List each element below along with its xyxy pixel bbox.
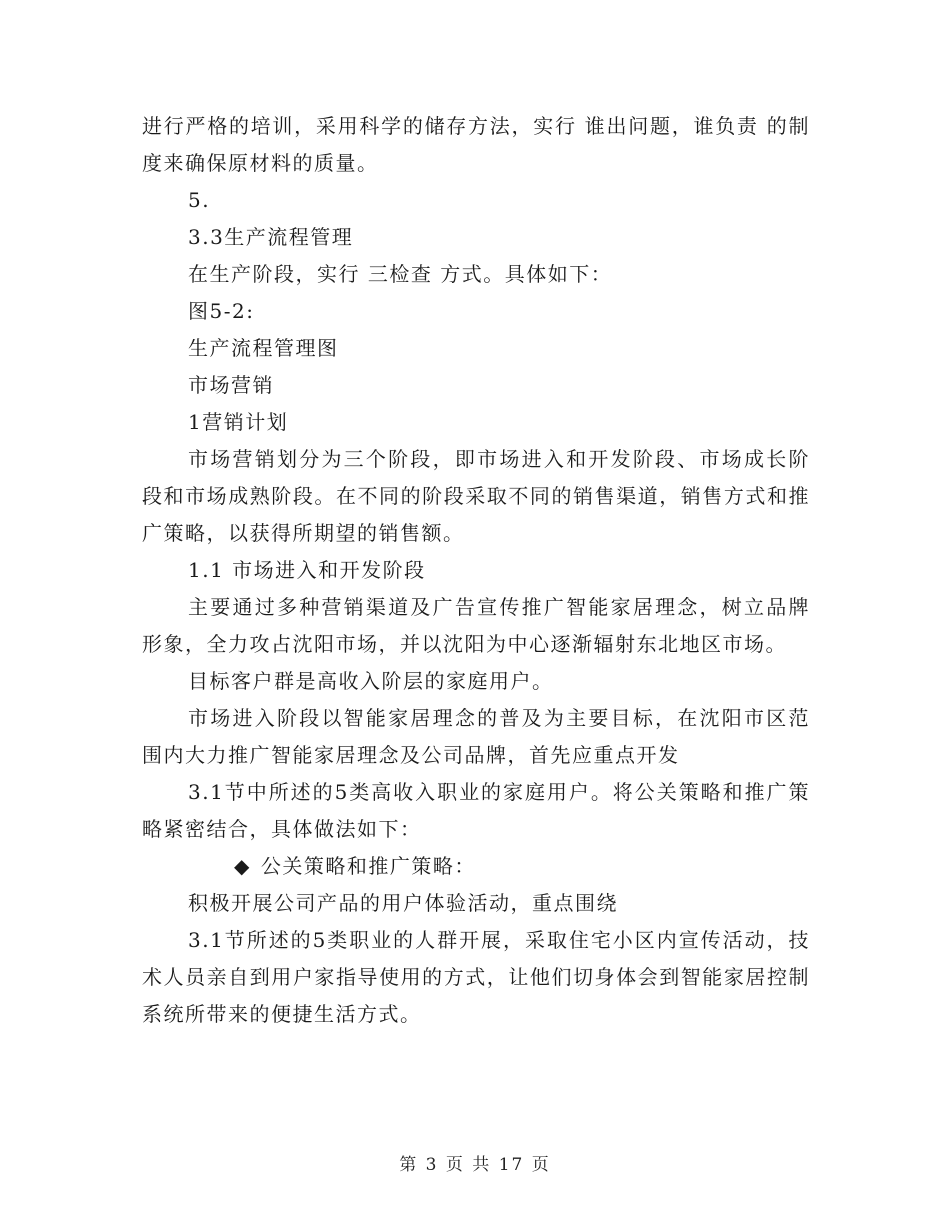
figure-label: 图5-2: xyxy=(188,299,255,323)
page-number-footer: 第 3 页 共 17 页 xyxy=(399,1155,551,1175)
heading-marketing: 市场营销 xyxy=(188,373,274,397)
paragraph-community-promotion: 3.1节所述的5类职业的人群开展，采取住宅小区内宣传活动，技术人员亲自到用户家指导使用的方式，让他们切身体会到智能家居控制系统所带来的便捷生活方式。 xyxy=(142,928,810,1026)
diamond-bullet-icon: ◆ xyxy=(234,854,251,878)
paragraph-target-customers: 目标客户群是高收入阶层的家庭用户。 xyxy=(188,669,554,693)
paragraph-marketing-stages: 市场营销划分为三个阶段，即市场进入和开发阶段、市场成长阶段和市场成熟阶段。在不同的阶段采取不同的销售渠道，销售方式和推广策略，以获得所期望的销售额。 xyxy=(142,447,810,545)
paragraph-entry-stage-goal: 市场进入阶段以智能家居理念的普及为主要目标，在沈阳市区范围内大力推广智能家居理念及公司品牌，首先应重点开发 xyxy=(142,706,810,767)
bullet-pr-strategy xyxy=(142,848,810,885)
paragraph-three-checks: 在生产阶段，实行 三检查 方式。具体如下： xyxy=(188,262,613,286)
paragraph-high-income-users: 3.1节中所述的5类高收入职业的家庭用户。将公关策略和推广策略紧密结合，具体做法如下： xyxy=(142,780,810,841)
bullet-pr-strategy-text: 公关策略和推广策略： xyxy=(260,854,476,878)
paragraph-brand-promotion: 主要通过多种营销渠道及广告宣传推广智能家居理念，树立品牌形象，全力攻占沈阳市场，并以沈阳为中心逐渐辐射东北地区市场。 xyxy=(142,595,810,656)
section-number: 5. xyxy=(188,188,211,212)
paragraph-user-experience: 积极开展公司产品的用户体验活动，重点围绕 xyxy=(188,891,618,915)
figure-caption: 生产流程管理图 xyxy=(188,336,339,360)
heading-marketing-plan: 1营销计划 xyxy=(188,410,289,434)
heading-production-process: 3.3生产流程管理 xyxy=(188,225,354,249)
document-body xyxy=(142,108,810,1033)
paragraph-raw-material-training: 进行严格的培训，采用科学的储存方法，实行 谁出问题，谁负责 的制度来确保原材料的质量。 xyxy=(142,114,810,175)
heading-market-entry: 1.1 市场进入和开发阶段 xyxy=(188,558,426,582)
